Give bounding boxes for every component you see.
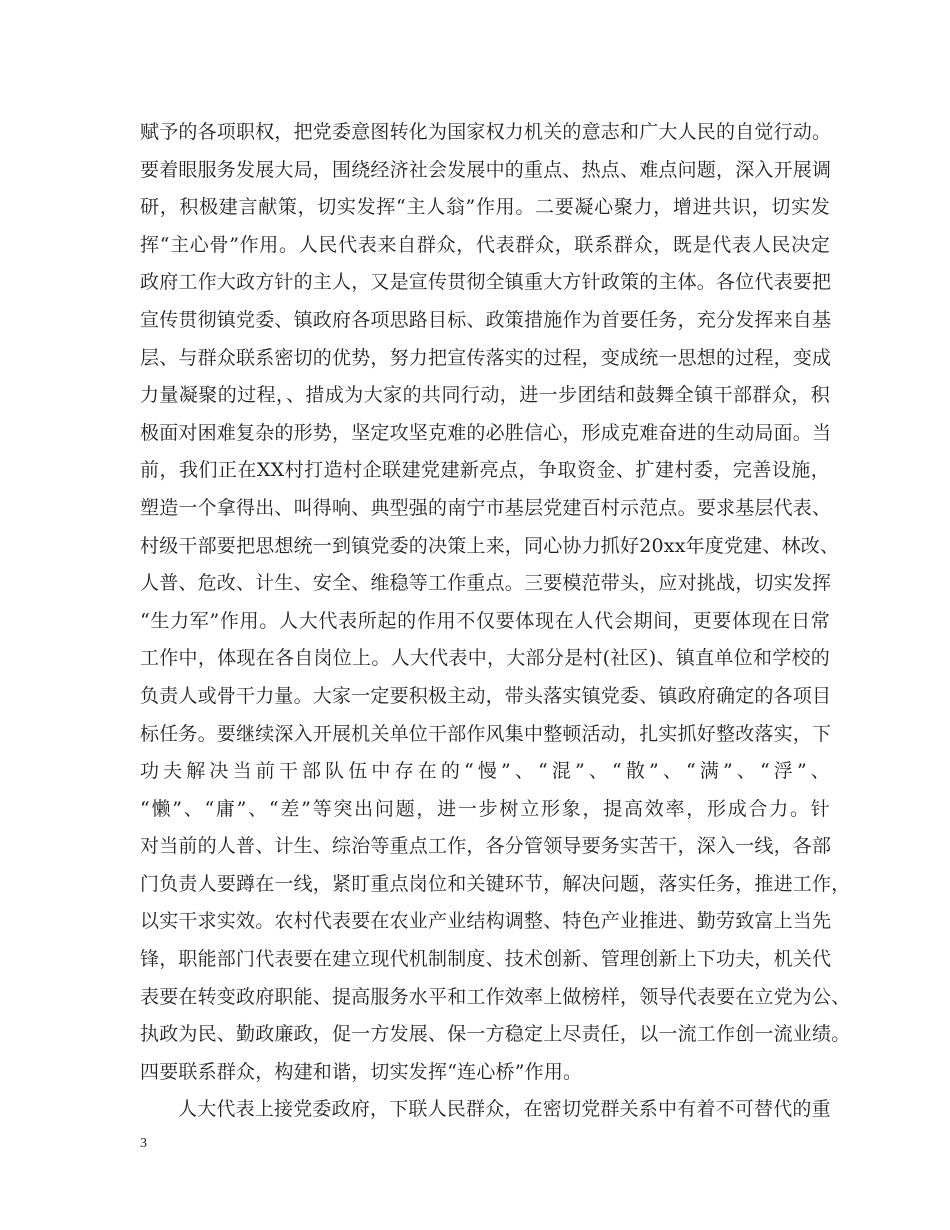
text-line: 工作中，体现在各自岗位上。人大代表中，大部分是村(社区)、镇直单位和学校的 (140, 647, 830, 670)
text-line: 村级干部要把思想统一到镇党委的决策上来，同心协力抓好20xx年度党建、林改、 (140, 534, 840, 557)
body-text (140, 114, 851, 1129)
text-line: 研，积极建言献策，切实发挥“主人翁”作用。二要凝心聚力，增进共识，切实发 (140, 196, 830, 219)
text-line: 层、与群众联系密切的优势，努力把宣传落实的过程，变成统一思想的过程，变成 (140, 346, 832, 369)
page-number: 3 (140, 1136, 147, 1151)
text-line: “生力军”作用。人大代表所起的作用不仅要体现在人代会期间，更要体现在日常 (140, 609, 830, 632)
text-line: 力量凝聚的过程，、措成为大家的共同行动，进一步团结和鼓舞全镇干部群众，积 (140, 384, 830, 407)
text-line: 极面对困难复杂的形势，坚定攻坚克难的必胜信心，形成克难奋进的生动局面。当 (140, 421, 832, 444)
text-line: 对当前的人普、计生、综治等重点工作，各分管领导要务实苦干，深入一线，各部 (140, 835, 832, 858)
text-line: 塑造一个拿得出、叫得响、典型强的南宁市基层党建百村示范点。要求基层代表、 (140, 496, 832, 519)
text-line: 门负责人要蹲在一线，紧盯重点岗位和关键环节，解决问题，落实任务，推进工作， (140, 872, 851, 895)
text-line: 标任务。要继续深入开展机关单位干部作风集中整顿活动，扎实抓好整改落实，下 (140, 722, 832, 745)
text-line: 挥“主心骨”作用。人民代表来自群众，代表群众，联系群众，既是代表人民决定 (140, 233, 830, 256)
text-line: 功夫解决当前干部队伍中存在的“慢”、“混”、“散”、“满”、“浮”、 (140, 760, 830, 783)
text-line: “懒”、“庸”、“差”等突出问题，进一步树立形象，提高效率，形成合力。针 (140, 797, 830, 820)
text-line: 要着眼服务发展大局，围绕经济社会发展中的重点、热点、难点问题，深入开展调 (140, 158, 832, 181)
text-line: 前，我们正在XX村打造村企联建党建新亮点，争取资金、扩建村委，完善设施， (140, 459, 830, 482)
text-line: 四要联系群众，构建和谐，切实发挥“连心桥”作用。 (140, 1060, 583, 1083)
paragraph-start-line: 人大代表上接党委政府，下联人民群众，在密切党群关系中有着不可替代的重 (178, 1098, 831, 1121)
text-line: 执政为民、勤政廉政，促一方发展、保一方稳定上尽责任，以一流工作创一流业绩。 (140, 1023, 851, 1046)
text-line: 锋，职能部门代表要在建立现代机制制度、技术创新、管理创新上下功夫，机关代 (140, 948, 832, 971)
text-line: 以实干求实效。农村代表要在农业产业结构调整、特色产业推进、勤劳致富上当先 (140, 910, 832, 933)
text-line: 表要在转变政府职能、提高服务水平和工作效率上做榜样，领导代表要在立党为公、 (140, 985, 851, 1008)
text-line: 赋予的各项职权，把党委意图转化为国家权力机关的意志和广大人民的自觉行动。 (140, 121, 832, 143)
text-line: 政府工作大政方针的主人，又是宣传贯彻全镇重大方针政策的主体。各位代表要把 (140, 271, 832, 294)
text-line: 负责人或骨干力量。大家一定要积极主动，带头落实镇党委、镇政府确定的各项目 (140, 684, 832, 707)
text-line: 人普、危改、计生、安全、维稳等工作重点。三要模范带头，应对挑战，切实发挥 (140, 572, 832, 595)
text-line: 宣传贯彻镇党委、镇政府各项思路目标、政策措施作为首要任务，充分发挥来自基 (140, 308, 832, 331)
